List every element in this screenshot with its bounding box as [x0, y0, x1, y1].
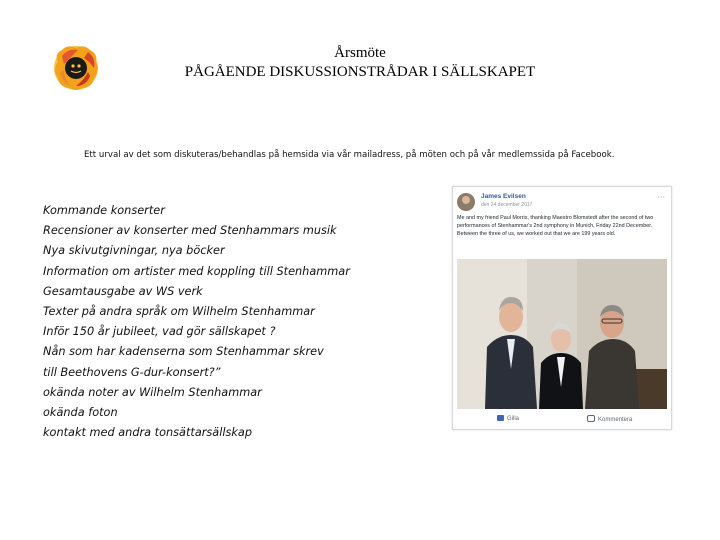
- list-item: Texter på andra språk om Wilhelm Stenhammar: [43, 305, 315, 319]
- page-title: Årsmöte: [334, 45, 386, 61]
- avatar: [457, 193, 475, 211]
- post-author[interactable]: James Evilsen: [481, 193, 526, 200]
- list-item: okända noter av Wilhelm Stenhammar: [43, 385, 262, 399]
- list-item: Nån som har kadenserna som Stenhammar skrev: [43, 345, 324, 359]
- post-date: den 24 december 2017: [481, 202, 533, 208]
- comment-icon: [587, 415, 595, 422]
- like-icon: [497, 415, 504, 421]
- like-button[interactable]: [497, 415, 519, 422]
- header: [110, 44, 610, 82]
- society-logo-icon: [50, 42, 102, 94]
- post-actions: [457, 413, 667, 425]
- list-item: Recensioner av konserter med Stenhammars musik: [43, 224, 337, 238]
- comment-button[interactable]: [587, 415, 632, 423]
- post-header: [457, 193, 667, 213]
- facebook-post: [452, 186, 672, 430]
- list-item: okända foton: [43, 406, 118, 420]
- comment-label: Kommentera: [598, 417, 633, 423]
- intro-text: Ett urval av det som diskuteras/behandlas på hemsida via vår mailadress, på möten och på vår medlemssida på Facebook.: [84, 150, 615, 160]
- list-item: till Beethovens G-dur-konsert?”: [43, 365, 221, 379]
- post-text: Me and my friend Paul Morris, thanking Maestro Blomstedt after the second of two performances of Stenhammar's 2nd symphony in Munich, Friday 22nd December. Between the three of us, we worked out that we are 199 years old.: [457, 215, 654, 237]
- list-item: Gesamtausgabe av WS verk: [43, 284, 203, 298]
- list-item: kontakt med andra tonsättarsällskap: [43, 426, 252, 440]
- more-options-icon[interactable]: ···: [657, 193, 665, 202]
- list-item: Inför 150 år jubileet, vad gör sällskapet ?: [43, 325, 276, 339]
- page-subtitle: PÅGÅENDE DISKUSSIONSTRÅDAR I SÄLLSKAPET: [184, 64, 536, 80]
- topic-list: [43, 201, 423, 443]
- list-item: Information om artister med koppling till Stenhammar: [43, 264, 350, 278]
- like-label: Gilla: [507, 416, 520, 422]
- list-item: Nya skivutgivningar, nya böcker: [43, 244, 225, 258]
- list-item: Kommande konserter: [43, 204, 165, 217]
- post-photo: [457, 259, 667, 409]
